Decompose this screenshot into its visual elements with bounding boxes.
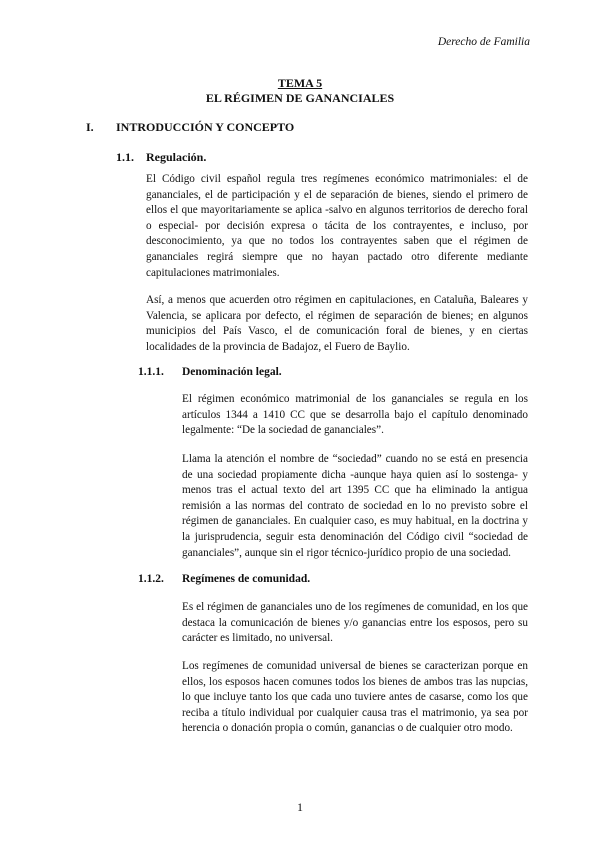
section-number: I. — [86, 120, 94, 134]
tema-title: TEMA 5 — [277, 76, 323, 90]
page-number: 1 — [297, 800, 303, 814]
paragraph: Los regímenes de comunidad universal de bienes se caracterizan porque en ellos, los esposos hacen comunes todos los bienes de ambos tras las nupcias, lo que incluye tanto los que cada uno tuviere antes de casarse, como los que reciba a título individual por cualquier causa tras el matrimonio, ya sea por herencia o donación propia o común, ganancias o de cualquier otro modo. — [182, 660, 528, 735]
section-number: 1.1.1. — [138, 366, 164, 378]
section-heading-1-1 — [116, 150, 206, 165]
section-title: Denominación legal. — [182, 366, 282, 378]
paragraph: El régimen económico matrimonial de los gananciales se regula en los artículos 1344 a 1410 CC que se desarrolla bajo el capítulo denominado legalmente: “De la sociedad de gananciales”. — [182, 393, 528, 437]
running-header: Derecho de Familia — [437, 36, 530, 48]
paragraph: Así, a menos que acuerden otro régimen en capitulaciones, en Cataluña, Baleares y Valencia, se aplicara por defecto, el régimen de separación de bienes; en algunos municipios del País Vasco, el de comunicación foral de bienes, y en ciertas localidades de la provincia de Badajoz, el Fuero de Baylio. — [146, 294, 528, 353]
section-title: Regímenes de comunidad. — [182, 573, 311, 585]
section-number: 1.1. — [116, 150, 134, 164]
section-number: 1.1.2. — [138, 573, 164, 585]
title-block — [0, 76, 600, 106]
paragraph: El Código civil español regula tres regímenes económico matrimoniales: el de gananciales, el de participación y el de separación de bienes, siendo el primero de ellos el que mayoritariamente se aplica -salvo en algunos territorios de derecho foral o especial- por decisión expresa o tácita de los contrayentes, e incluso, por desconocimiento, ya que no todos los contrayentes saben que el régimen de gananciales regirá siempre que no hayan pactado otro diferente mediante capitulaciones matrimoniales. — [146, 173, 528, 279]
section-title: INTRODUCCIÓN Y CONCEPTO — [116, 120, 295, 134]
paragraph: Llama la atención el nombre de “sociedad” cuando no se está en presencia de una sociedad propiamente dicha -aunque haya quien así lo sostenga- y menos tras el actual texto del art 1395 CC que ha eliminado la antigua remisión a las normas del contrato de sociedad en lo no previsto sobre el régimen de gananciales. En cualquier caso, es muy habitual, en la doctrina y la jurisprudencia, seguir esta denominación del Código civil “sociedad de gananciales”, aunque sin el rigor técnico-jurídico propio de una sociedad. — [182, 453, 528, 559]
chapter-subtitle: EL RÉGIMEN DE GANANCIALES — [205, 91, 395, 105]
section-heading-1-1-1 — [138, 366, 282, 378]
paragraph: Es el régimen de gananciales uno de los regímenes de comunidad, en los que destaca la comunicación de bienes y/o ganancias entre los esposos, pero su carácter es limitado, no universal. — [182, 601, 528, 645]
section-heading-1-1-2 — [138, 573, 310, 585]
section-title: Regulación. — [146, 150, 207, 164]
section-heading-1 — [86, 120, 294, 135]
